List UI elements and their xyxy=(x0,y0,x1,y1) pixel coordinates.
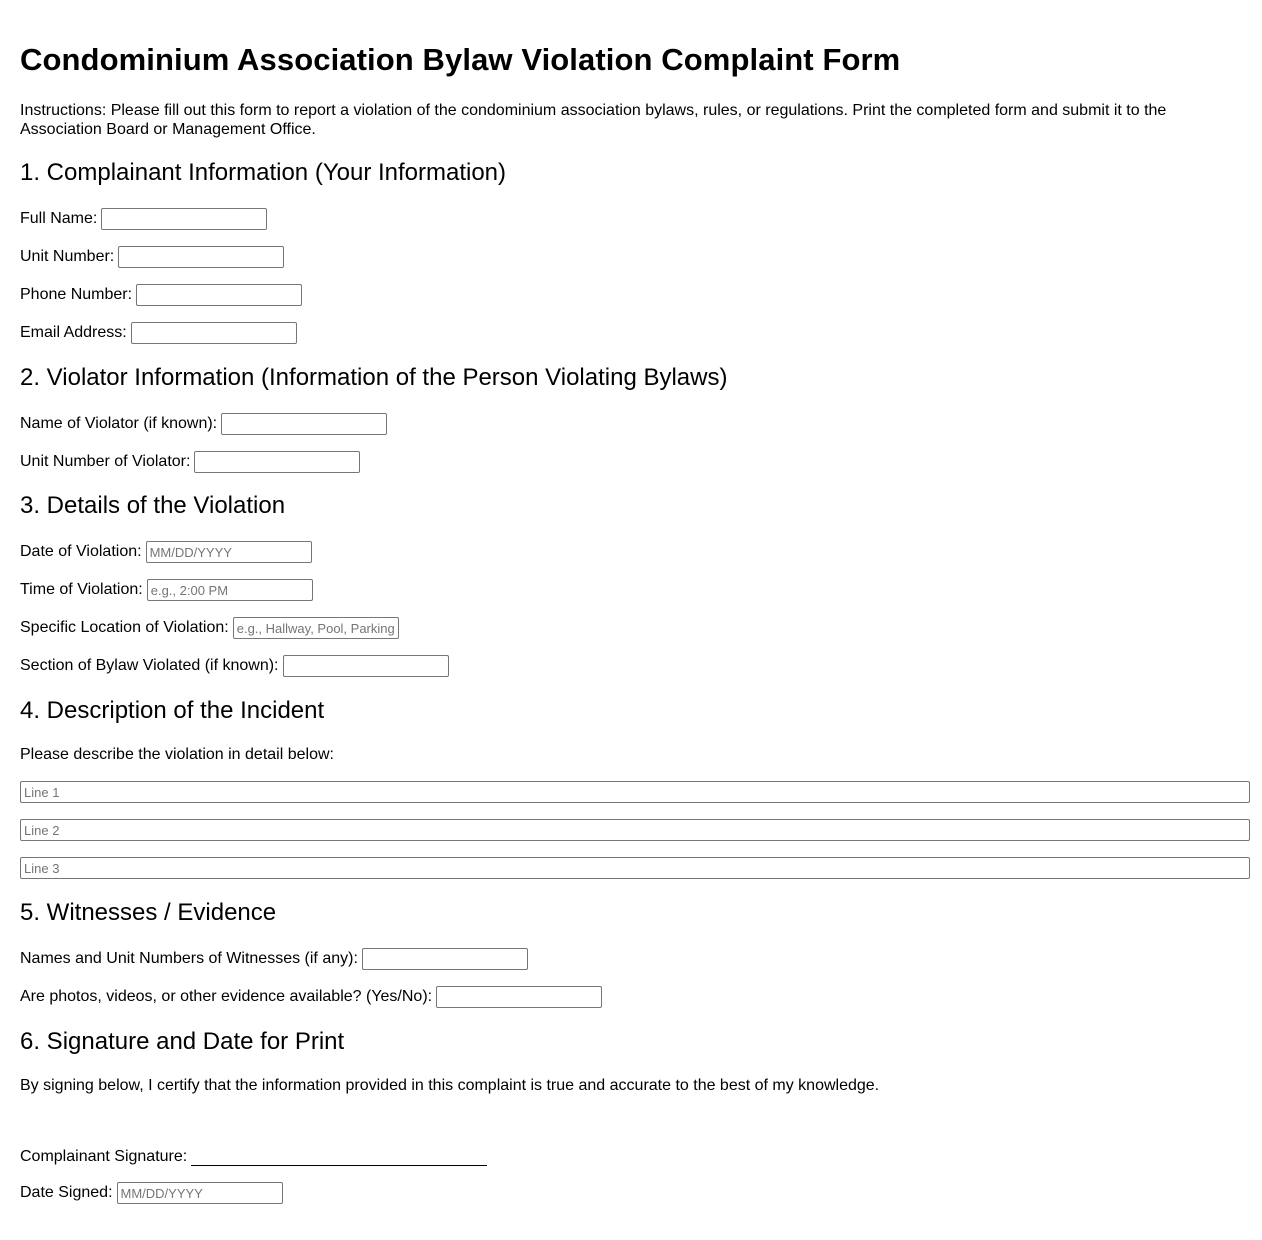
violation-location-input[interactable] xyxy=(233,617,399,639)
full-name-label: Full Name: xyxy=(20,210,98,227)
description-line-3-input[interactable] xyxy=(20,857,1250,879)
violator-name-input[interactable] xyxy=(221,413,387,435)
section-complainant-title: 1. Complainant Information (Your Information) xyxy=(20,159,507,186)
phone-number-input[interactable] xyxy=(136,284,302,306)
section-signature-title: 6. Signature and Date for Print xyxy=(20,1028,345,1055)
violation-location-row xyxy=(20,616,399,640)
full-name-input[interactable] xyxy=(101,208,267,230)
witnesses-label: Names and Unit Numbers of Witnesses (if any): xyxy=(20,950,358,967)
evidence-input[interactable] xyxy=(436,986,602,1008)
full-name-row xyxy=(20,207,267,231)
email-address-row xyxy=(20,321,297,345)
violation-time-label: Time of Violation: xyxy=(20,581,143,598)
page-title: Condominium Association Bylaw Violation Complaint Form xyxy=(20,42,901,77)
signature-line[interactable] xyxy=(191,1149,487,1166)
date-signed-label: Date Signed: xyxy=(20,1184,113,1201)
violator-unit-label: Unit Number of Violator: xyxy=(20,453,191,470)
section-witnesses-title: 5. Witnesses / Evidence xyxy=(20,899,277,926)
date-signed-row xyxy=(20,1181,283,1205)
violator-unit-row xyxy=(20,450,360,474)
signature-label: Complainant Signature: xyxy=(20,1148,188,1165)
violation-location-label: Specific Location of Violation: xyxy=(20,619,229,636)
phone-number-row xyxy=(20,283,302,307)
violation-time-row xyxy=(20,578,313,602)
unit-number-input[interactable] xyxy=(118,246,284,268)
email-address-input[interactable] xyxy=(131,322,297,344)
description-line-2-input[interactable] xyxy=(20,819,1250,841)
instructions-text: Instructions: Please fill out this form to report a violation of the condominium association bylaws, rules, or regulations. Print the completed form and submit it to the Association Board or Management Office. xyxy=(20,102,1167,138)
description-prompt: Please describe the violation in detail below: xyxy=(20,746,334,763)
unit-number-row xyxy=(20,245,284,269)
witnesses-input[interactable] xyxy=(362,948,528,970)
evidence-row xyxy=(20,985,602,1009)
violation-date-row xyxy=(20,540,312,564)
bylaw-section-row xyxy=(20,654,449,678)
evidence-label: Are photos, videos, or other evidence available? (Yes/No): xyxy=(20,988,433,1005)
description-line-1-input[interactable] xyxy=(20,781,1250,803)
section-details-title: 3. Details of the Violation xyxy=(20,492,286,519)
violation-time-input[interactable] xyxy=(147,579,313,601)
violation-date-input[interactable] xyxy=(146,541,312,563)
violator-unit-input[interactable] xyxy=(194,451,360,473)
bylaw-section-input[interactable] xyxy=(283,655,449,677)
phone-number-label: Phone Number: xyxy=(20,286,133,303)
violation-date-label: Date of Violation: xyxy=(20,543,142,560)
unit-number-label: Unit Number: xyxy=(20,248,115,265)
violator-name-label: Name of Violator (if known): xyxy=(20,415,218,432)
section-description-title: 4. Description of the Incident xyxy=(20,697,325,724)
email-address-label: Email Address: xyxy=(20,324,127,341)
certification-text: By signing below, I certify that the information provided in this complaint is true and accurate to the best of my knowledge. xyxy=(20,1077,880,1094)
signature-row xyxy=(20,1145,487,1169)
section-violator-title: 2. Violator Information (Information of the Person Violating Bylaws) xyxy=(20,364,728,391)
witnesses-row xyxy=(20,947,528,971)
violator-name-row xyxy=(20,412,387,436)
date-signed-input[interactable] xyxy=(117,1182,283,1204)
bylaw-section-label: Section of Bylaw Violated (if known): xyxy=(20,657,279,674)
